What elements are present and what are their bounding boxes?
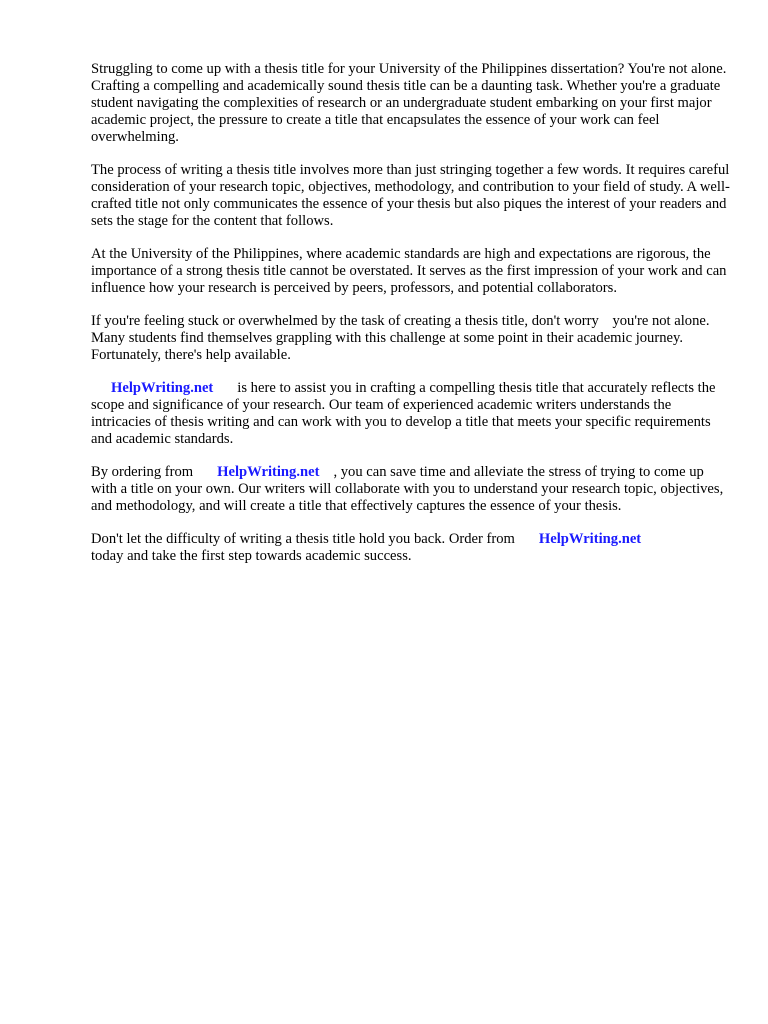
helpwriting-link-3[interactable]: HelpWriting.net: [538, 531, 642, 547]
helpwriting-link-1[interactable]: HelpWriting.net: [111, 380, 214, 396]
paragraph-call-to-action-part-b: today and take the first step towards academic success.: [91, 548, 412, 564]
paragraph-feeling-stuck-part-a: If you're feeling stuck or overwhelmed by the task of creating a thesis title, don't worry: [91, 313, 599, 329]
paragraph-university: At the University of the Philippines, where academic standards are high and expectations are rigorous, the importance of a strong thesis title cannot be overstated. It serves as the first impression of your work and can influence how your research is perceived by peers, professors, and potential collaborators.: [91, 246, 727, 296]
paragraph-ordering-part-a: By ordering from: [91, 464, 194, 480]
paragraph-process: The process of writing a thesis title involves more than just stringing together a few words. It requires careful consideration of your research topic, objectives, methodology, and contribution to your field of study. A well-crafted title not only communicates the essence of your thesis but also piques the interest of your readers and sets the stage for the content that follows.: [91, 162, 730, 229]
paragraph-feeling-stuck: [91, 313, 731, 364]
paragraph-ordering: [91, 464, 731, 515]
paragraph-intro: Struggling to come up with a thesis title for your University of the Philippines dissertation? You're not alone. Crafting a compelling and academically sound thesis title can be a daunting task. Whether you're a graduate student navigating the complexities of research or an undergraduate student embarking on your first major academic project, the pressure to create a title that encapsulates the essence of your work can feel overwhelming.: [91, 61, 727, 145]
paragraph-helpwriting-intro-text: is here to assist you in crafting a compelling thesis title that accurately reflects the scope and significance of your research. Our team of experienced academic writers understands the intricacies of thesis writing and can work with you to develop a title that meets your specific requirements and academic standards.: [91, 380, 716, 447]
helpwriting-link-2[interactable]: HelpWriting.net: [217, 464, 320, 480]
paragraph-helpwriting-intro: [91, 380, 731, 448]
paragraph-ordering-part-b: , you can save time and alleviate the stress of trying to come up with a title on your own. Our writers will collaborate with you to understand your research topic, objectives, and methodology, and will create a title that effectively captures the essence of your thesis.: [91, 464, 724, 514]
paragraph-call-to-action-part-a: Don't let the difficulty of writing a thesis title hold you back. Order from: [91, 531, 515, 547]
paragraph-call-to-action: [91, 531, 731, 565]
document-body: [91, 61, 731, 581]
paragraph-feeling-stuck-part-b: you're not alone. Many students find themselves grappling with this challenge at some point in their academic journey. Fortunately, there's help available.: [91, 313, 710, 363]
